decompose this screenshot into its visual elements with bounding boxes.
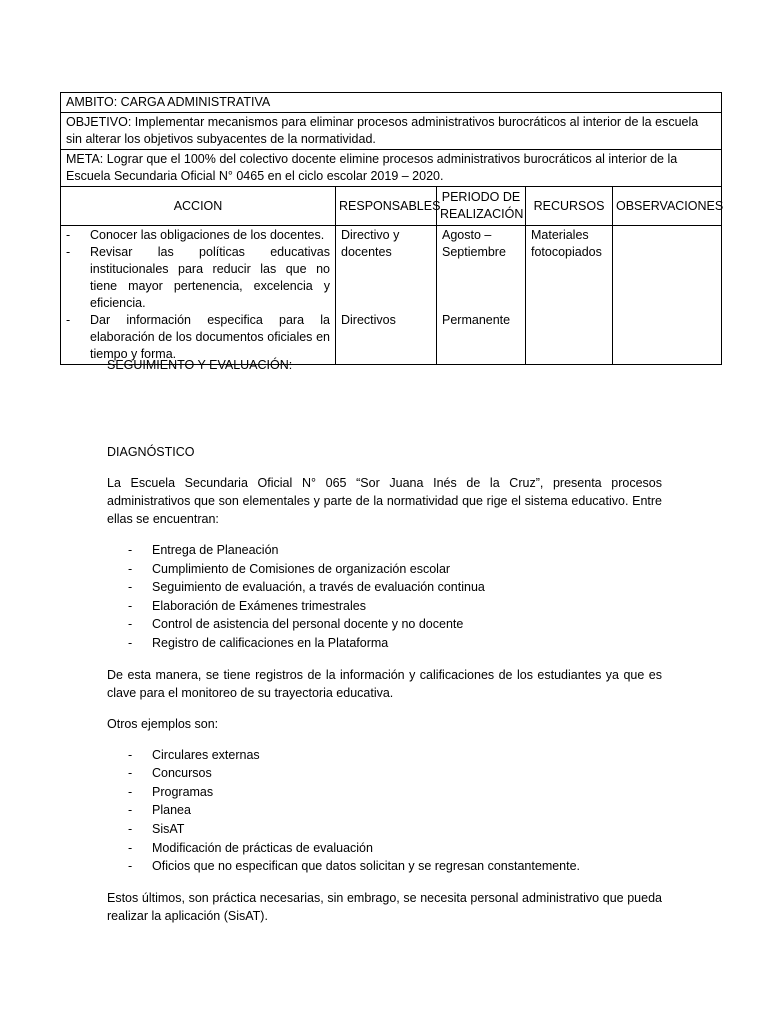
periodo-1: Agosto – Septiembre	[442, 228, 506, 259]
list-item: - Control de asistencia del personal docente y no docente	[107, 615, 662, 634]
list-item: - Oficios que no especifican que datos solicitan y se regresan constantemente.	[107, 857, 662, 876]
list-item: - Planea	[107, 801, 662, 820]
header-responsables: RESPONSABLES	[336, 187, 437, 226]
list-item: - SisAT	[107, 820, 662, 839]
list-item: - Concursos	[107, 764, 662, 783]
acciones-cell	[61, 226, 336, 365]
periodo-2: Permanente	[442, 313, 511, 327]
diagnostico-title: DIAGNÓSTICO	[107, 445, 195, 459]
diagnostico-para4: Estos últimos, son práctica necesarias, sin embrago, se necesita personal administrativo que pueda realizar la aplicación (SisAT).	[107, 890, 662, 923]
procesos-list	[107, 541, 662, 653]
list-item: - Registro de calificaciones en la Plataforma	[107, 634, 662, 653]
recursos-cell: Materiales fotocopiados	[526, 226, 613, 365]
diagnostico-para3: Otros ejemplos son:	[107, 716, 219, 731]
list-item: - Seguimiento de evaluación, a través de evaluación continua	[107, 578, 662, 597]
diagnostico-para2: De esta manera, se tiene registros de la información y calificaciones de los estudiantes ya que es clave para el monitoreo de su trayectoria educativa.	[107, 667, 662, 700]
responsable-1: Directivo y docentes	[341, 228, 400, 259]
header-periodo: PERIODO DE REALIZACIÓN	[437, 187, 526, 226]
action-plan-table	[60, 92, 722, 365]
responsables-cell	[336, 226, 437, 365]
list-item: - Entrega de Planeación	[107, 541, 662, 560]
accion-item: - Revisar las políticas educativas institucionales para reducir las que no tiene mayor pertenencia, excelencia y eficiencia.	[66, 244, 330, 312]
diagnostico-intro: La Escuela Secundaria Oficial N° 065 “Sor Juana Inés de la Cruz”, presenta procesos administrativos que son elementales y parte de la normatividad que rige el sistema educativo. Entre ellas se encuentran:	[107, 476, 662, 526]
accion-item: - Dar información especifica para la elaboración de los documentos oficiales en tiempo y forma.	[66, 312, 330, 363]
diagnostico-section	[107, 444, 662, 938]
observaciones-cell	[613, 226, 722, 365]
objetivo-row: OBJETIVO: Implementar mecanismos para eliminar procesos administrativos burocráticos al interior de la escuela sin alterar los objetivos subyacentes de la normatividad.	[61, 113, 722, 150]
header-observaciones: OBSERVACIONES	[613, 187, 722, 226]
list-item: - Programas	[107, 783, 662, 802]
list-item: - Circulares externas	[107, 746, 662, 765]
list-item: - Elaboración de Exámenes trimestrales	[107, 597, 662, 616]
seguimiento-heading: SEGUIMIENTO Y EVALUACIÓN:	[107, 358, 293, 372]
header-accion: ACCION	[61, 187, 336, 226]
responsable-2: Directivos	[341, 313, 396, 327]
ambito-row: AMBITO: CARGA ADMINISTRATIVA	[61, 93, 722, 113]
header-recursos: RECURSOS	[526, 187, 613, 226]
list-item: - Cumplimiento de Comisiones de organización escolar	[107, 560, 662, 579]
meta-row: META: Lograr que el 100% del colectivo docente elimine procesos administrativos burocráticos al interior de la Escuela Secundaria Oficial N° 0465 en el ciclo escolar 2019 – 2020.	[61, 150, 722, 187]
periodo-cell	[437, 226, 526, 365]
ejemplos-list	[107, 746, 662, 876]
accion-item: - Conocer las obligaciones de los docentes.	[66, 227, 330, 244]
list-item: - Modificación de prácticas de evaluación	[107, 839, 662, 858]
